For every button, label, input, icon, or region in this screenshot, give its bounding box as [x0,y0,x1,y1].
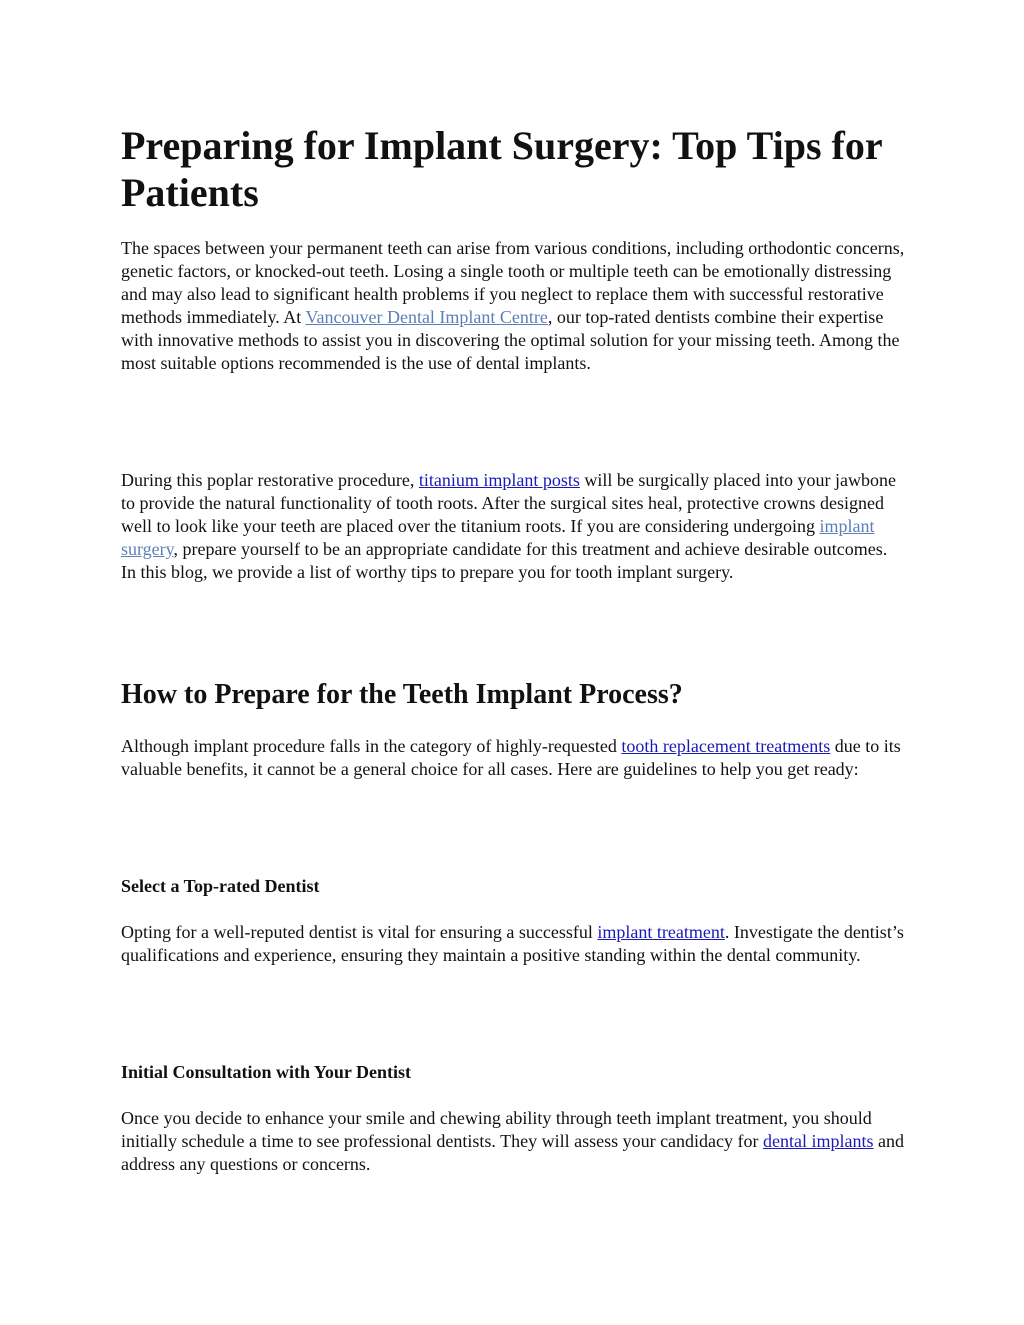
vancouver-dental-implant-centre-link[interactable]: Vancouver Dental Implant Centre [305,307,548,328]
procedure-text-3: , prepare yourself to be an appropriate candidate for this treatment and achieve desirable outcomes. In this blog, we provide a list of worthy tips to prepare you for tooth implant surgery. [121,539,888,583]
intro-paragraph [121,237,906,376]
intro-text-1: The spaces between your permanent teeth can arise from various conditions, including orthodontic concerns, genetic factors, or knocked-out teeth. Losing a single tooth or multiple teeth can be emotionally distressing and may also lead to significant health problems if you neglect to replace them with successful restorative methods immediately. At [121,238,905,328]
guidelines-paragraph [121,735,906,781]
implant-treatment-link[interactable]: implant treatment [597,922,725,942]
consultation-paragraph [121,1107,906,1176]
consultation-text-1: Once you decide to enhance your smile and chewing ability through teeth implant treatment, you should initially schedule a time to see professional dentists. They will assess your candidacy for [121,1108,872,1152]
initial-consultation-heading: Initial Consultation with Your Dentist [121,1062,412,1082]
guidelines-text-2: due to its valuable benefits, it cannot be a general choice for all cases. Here are guidelines to help you get ready: [121,736,901,780]
page-title: Preparing for Implant Surgery: Top Tips for Patients [121,123,882,215]
intro-text-2: , our top-rated dentists combine their expertise with innovative methods to assist you in discovering the optimal solution for your missing teeth. Among the most suitable options recommended is the use of dental implants. [121,307,900,374]
select-dentist-heading: Select a Top-rated Dentist [121,876,320,896]
section-heading: How to Prepare for the Teeth Implant Process? [121,679,683,710]
procedure-text-1: During this poplar restorative procedure, [121,470,419,490]
consultation-text-2: and address any questions or concerns. [121,1131,904,1175]
dentist-text-2: . Investigate the dentist’s qualifications and experience, ensuring they maintain a positive standing within the dental community. [121,922,904,966]
guidelines-text-1: Although implant procedure falls in the category of highly-requested [121,736,622,756]
procedure-text-2: will be surgically placed into your jawbone to provide the natural functionality of tooth roots. After the surgical sites heal, protective crowns designed well to look like your teeth are placed over the titanium roots. If you are considering undergoing [121,470,896,537]
procedure-paragraph [121,469,906,584]
dentist-paragraph [121,921,906,967]
titanium-implant-posts-link[interactable]: titanium implant posts [418,470,580,490]
tooth-replacement-treatments-link[interactable]: tooth replacement treatments [621,736,831,756]
implant-surgery-link[interactable]: implant surgery [121,516,875,560]
dentist-text-1: Opting for a well-reputed dentist is vital for ensuring a successful [121,922,598,942]
dental-implants-link[interactable]: dental implants [763,1131,874,1152]
